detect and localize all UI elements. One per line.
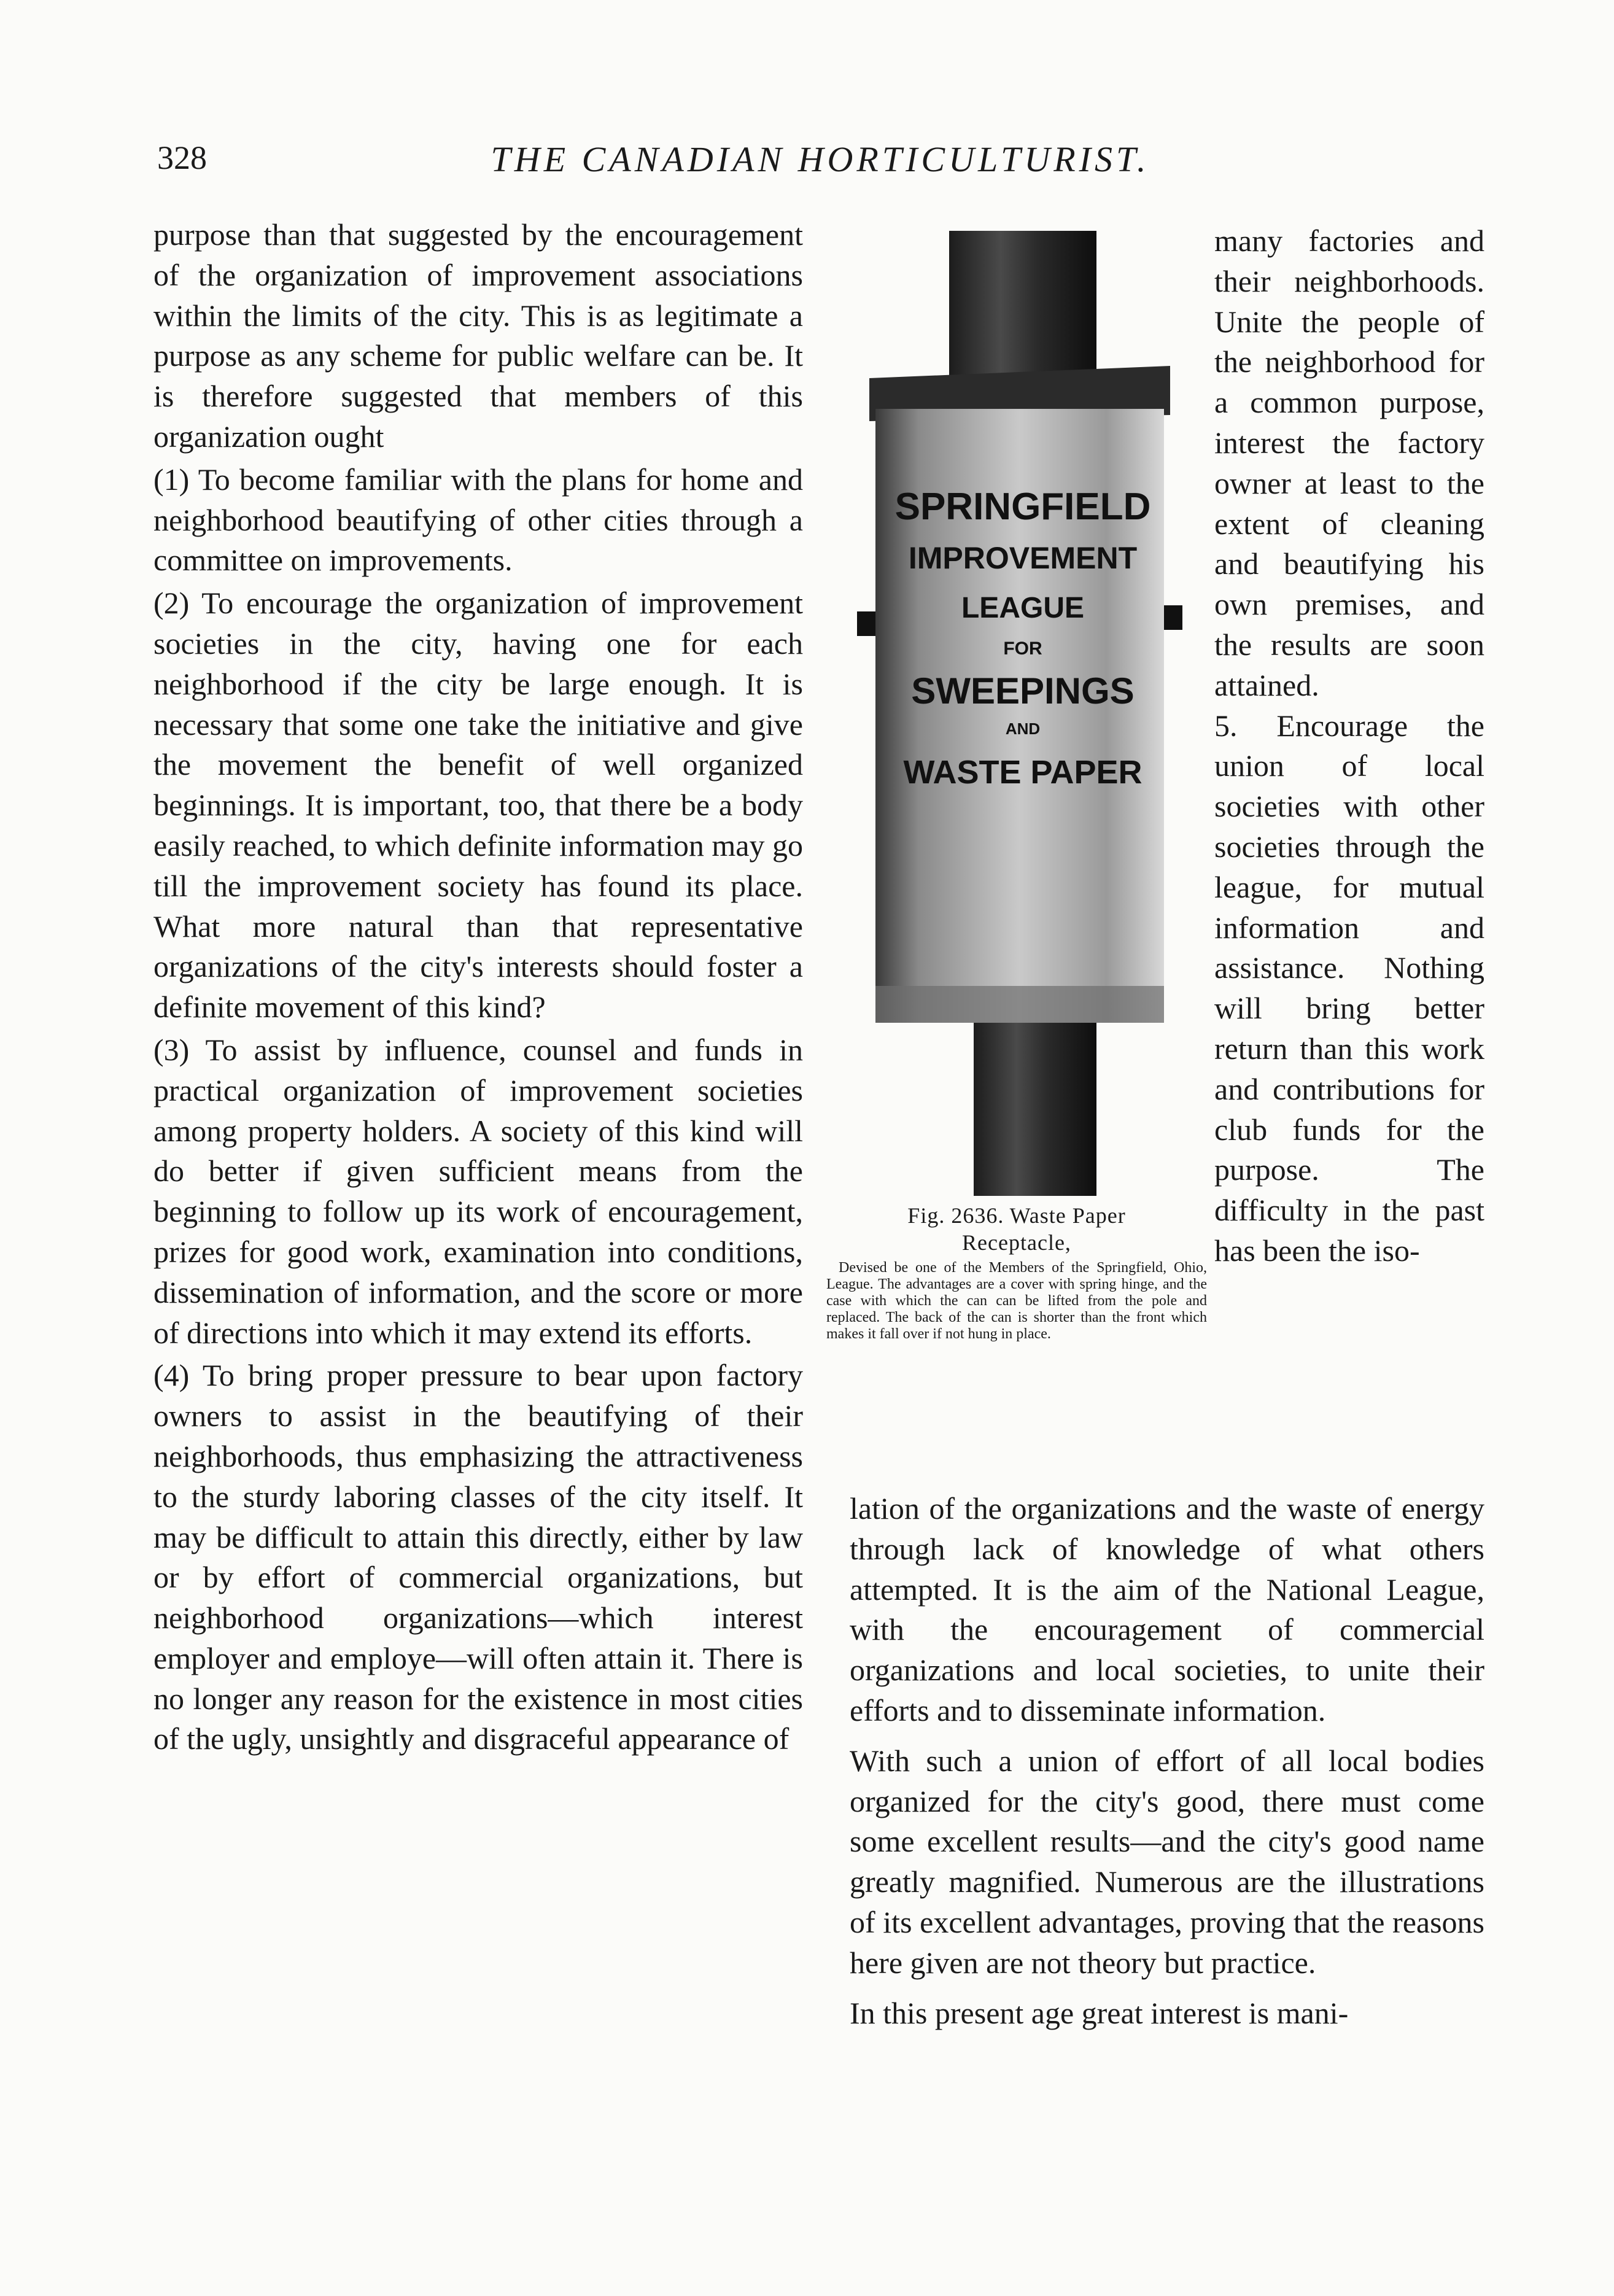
hinge-right	[1164, 605, 1182, 630]
can-label-line: WASTE PAPER	[903, 754, 1143, 791]
paragraph: (2) To encourage the organization of improvement societies in the city, having one for each neighborhood if the city be large enough. It is necessary that some one take the initiative and give the movement the benefit of well organized beginnings. It is important, too, that there be a body easily reached, to which definite information may go till the improvement society has found its place. What more natural than that representative organizations of the city's interests should foster a definite movement of this kind?	[153, 586, 803, 1025]
running-title: THE CANADIAN HORTICULTURIST.	[491, 139, 1150, 179]
can-band	[875, 986, 1164, 1023]
paragraph: many factories and their neighborhoods. Unite the people of the neighborhood for a common purpose, interest the factory owner at least to the extent of cleaning and beautifying his own premises, and the results are soon attained.	[1214, 223, 1484, 702]
page-header	[157, 139, 1483, 188]
paragraph: In this present age great interest is mani-	[850, 1995, 1349, 2030]
figure-caption	[826, 1202, 1207, 1343]
paragraph: lation of the organizations and the waste of energy through lack of knowledge of what others attempted. It is the aim of the National League, with the encouragement of commercial organizations and local societies, to unite their efforts and to disseminate information.	[850, 1491, 1484, 1728]
receptacle-illustration	[826, 231, 1207, 1196]
can-label-line: LEAGUE	[961, 592, 1085, 624]
paragraph: 5. Encourage the union of local societies with other societies through the league, for mutual information and assistance. Nothing will bring better return than this work and contributions for club funds for the purpose. The difficulty in the past has been the iso-	[1214, 708, 1484, 1268]
paragraph: (3) To assist by influence, counsel and funds in practical organization of improvement societies among property holders. A society of this kind will do better if given sufficient means from the beginning to follow up its work of encouragement, prizes for good work, examination into conditions, dissemination of information, and the score or more of directions into which it may extend its efforts.	[153, 1032, 803, 1350]
figure-waste-paper-receptacle	[826, 231, 1207, 1196]
page-number: 328	[157, 139, 207, 176]
can-label-line: SPRINGFIELD	[894, 486, 1151, 528]
figure-title-line: Fig. 2636. Waste Paper	[907, 1203, 1126, 1228]
pole-bottom	[974, 1004, 1096, 1196]
can-label-line: SWEEPINGS	[911, 670, 1135, 712]
figure-title-line: Receptacle,	[962, 1230, 1071, 1255]
hinge-left	[857, 611, 875, 636]
left-column	[153, 215, 803, 1759]
right-column-narrow	[1214, 221, 1484, 1271]
can-label-line: AND	[1005, 719, 1041, 738]
paragraph: (1) To become familiar with the plans for home and neighborhood beautifying of other cities through a committee on improvements.	[153, 462, 803, 578]
right-column-wide	[850, 1489, 1484, 2033]
paragraph: purpose than that suggested by the encouragement of the organization of improvement associations within the limits of the city. This is as legitimate a purpose as any scheme for public welfare can be. It is therefore suggested that members of this organization ought	[153, 217, 803, 454]
paragraph: With such a union of effort of all local bodies organized for the city's good, there must come some excellent results—and the city's good name greatly magnified. Numerous are the illustrations of its excellent advantages, proving that the reasons here given are not theory but practice.	[850, 1743, 1484, 1980]
paragraph: (4) To bring proper pressure to bear upon factory owners to assist in the beautifying of their neighborhoods, thus emphasizing the attractiveness to the sturdy laboring classes of the city itself. It may be difficult to attain this directly, either by law or by effort of commercial organizations, but neighborhood organizations—which interest employer and employe—will often attain it. There is no longer any reason for the existence in most cities of the ugly, unsightly and disgraceful appearance of	[153, 1358, 803, 1756]
can-label-line: FOR	[1003, 638, 1042, 659]
can-label-line: IMPROVEMENT	[908, 541, 1138, 575]
figure-note: Devised be one of the Members of the Springfield, Ohio, League. The advantages are a cover with spring hinge, and the case with which the can can be lifted from the pole and replaced. The back of the can is shorter than the front which makes it fall over if not hung in place.	[826, 1260, 1207, 1342]
